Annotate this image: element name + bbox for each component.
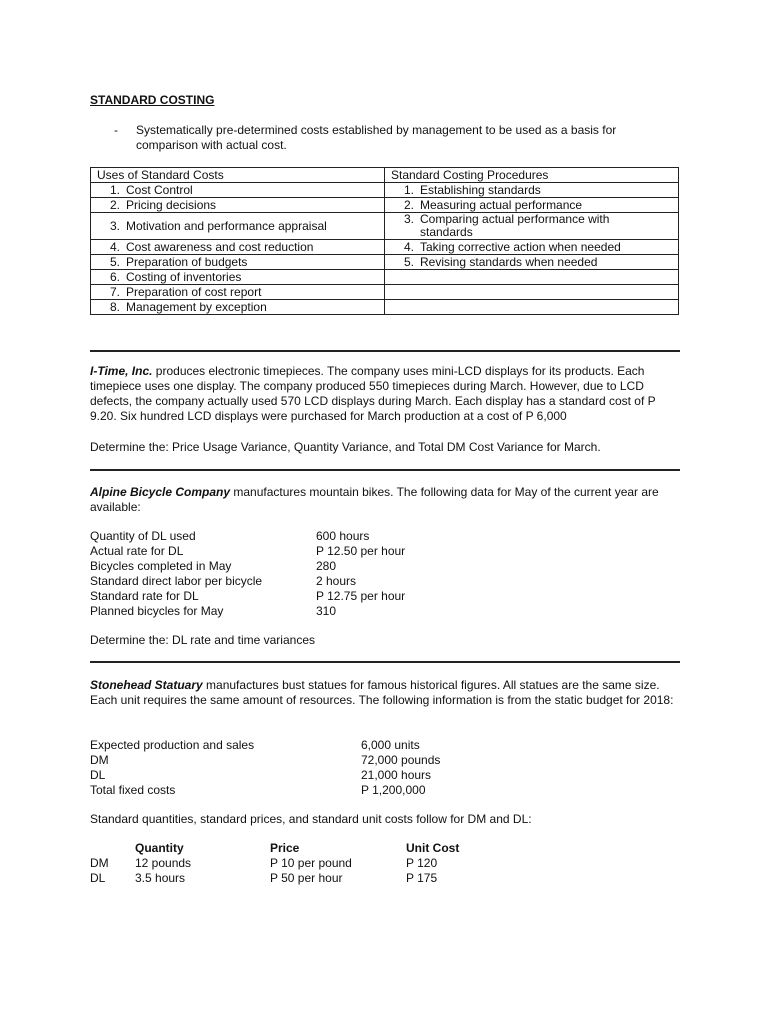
item-value: 21,000 hours <box>361 768 432 782</box>
item-label: Quantity of DL used <box>90 529 196 543</box>
standard-cost-header-row <box>90 841 506 856</box>
item-value: 72,000 pounds <box>361 753 441 767</box>
page-title: STANDARD COSTING <box>90 93 215 107</box>
procedure-item <box>385 183 679 198</box>
section-divider <box>90 661 680 663</box>
problem1-text <box>90 364 680 424</box>
item-number: 7. <box>109 284 120 299</box>
column-header-quantity: Quantity <box>135 841 184 855</box>
standard-costs-table <box>90 167 679 315</box>
column-header-price: Price <box>270 841 300 855</box>
table-row <box>91 240 679 255</box>
item-text: Preparation of cost report <box>126 284 262 299</box>
item-number: 5. <box>403 254 414 269</box>
uses-item <box>91 255 385 270</box>
uses-item <box>91 183 385 198</box>
uses-item <box>91 285 385 300</box>
item-text: Preparation of budgets <box>126 254 248 269</box>
unit-cost-cell: P 175 <box>406 871 438 885</box>
item-text: Cost Control <box>126 182 193 197</box>
item-text: Costing of inventories <box>126 269 242 284</box>
list-item <box>90 574 405 589</box>
uses-header: Uses of Standard Costs <box>91 168 385 183</box>
item-number: 2. <box>109 197 120 212</box>
problem2-body: manufactures mountain bikes. The following data for May of the current year are available: <box>90 485 659 514</box>
table-row <box>90 871 506 886</box>
table-header-row <box>91 168 679 183</box>
table-row <box>91 255 679 270</box>
list-item <box>90 589 405 604</box>
table-row <box>91 183 679 198</box>
item-value: 600 hours <box>316 529 370 543</box>
bullet-dash: - <box>114 123 118 137</box>
item-text: Measuring actual performance <box>420 197 583 212</box>
column-header <box>90 841 135 856</box>
procedure-item <box>385 255 679 270</box>
item-number: 4. <box>403 239 414 254</box>
table-row <box>91 198 679 213</box>
item-text: Motivation and performance appraisal <box>126 218 327 233</box>
list-item <box>90 559 405 574</box>
item-label: Planned bicycles for May <box>90 604 224 618</box>
item-value: 2 hours <box>316 574 357 588</box>
item-number: 1. <box>403 182 414 197</box>
table-row <box>91 300 679 315</box>
definition-text: Systematically pre-determined costs established by management to be used as a basis for comparison with actual cost. <box>136 123 617 152</box>
item-label: Actual rate for DL <box>90 544 184 558</box>
table-row <box>91 213 679 240</box>
item-number: 2. <box>403 197 414 212</box>
item-text: Cost awareness and cost reduction <box>126 239 314 254</box>
list-item <box>90 738 440 753</box>
item-number: 3. <box>403 212 414 226</box>
problem1-body: produces electronic timepieces. The company uses mini-LCD displays for its products. Each timepiece uses one display. The company produced 550 timepieces during March. However, due to LCD defects, the company actually used 570 LCD displays during March. Each display has a standard cost of P 9.20. Six hundred LCD displays were purchased for March production at a cost of P 6,000 <box>90 364 656 423</box>
standard-cost-table <box>90 841 506 886</box>
item-value: P 1,200,000 <box>361 783 426 797</box>
list-item <box>90 544 405 559</box>
quantity-cell: 3.5 hours <box>135 871 186 885</box>
item-number: 3. <box>109 218 120 233</box>
list-item <box>90 768 440 783</box>
uses-item <box>91 240 385 255</box>
problem2-question: Determine the: DL rate and time variances <box>90 633 315 647</box>
list-item <box>90 604 405 619</box>
item-label: Bicycles completed in May <box>90 559 232 573</box>
item-number: 4. <box>109 239 120 254</box>
procedure-item-empty <box>385 300 679 315</box>
item-label: DL <box>90 768 106 782</box>
problem1-question: Determine the: Price Usage Variance, Quantity Variance, and Total DM Cost Variance for March. <box>90 440 601 454</box>
procedure-item <box>385 213 679 240</box>
quantity-cell: 12 pounds <box>135 856 192 870</box>
table-row <box>90 856 506 871</box>
row-label: DL <box>90 871 106 885</box>
item-text-wrap <box>420 213 609 239</box>
list-item <box>90 529 405 544</box>
item-label: Total fixed costs <box>90 783 176 797</box>
item-value: P 12.50 per hour <box>316 544 406 558</box>
item-value: P 12.75 per hour <box>316 589 406 603</box>
problem3-budget-list <box>90 738 440 798</box>
company-name: I-Time, Inc. <box>90 364 153 378</box>
item-number: 6. <box>109 269 120 284</box>
procedure-item-empty <box>385 270 679 285</box>
problem3-text <box>90 678 680 708</box>
item-number: 5. <box>109 254 120 269</box>
procedure-item <box>385 198 679 213</box>
row-label: DM <box>90 856 109 870</box>
company-name: Stonehead Statuary <box>90 678 203 692</box>
list-item <box>90 783 440 798</box>
item-label: Standard direct labor per bicycle <box>90 574 263 588</box>
problem3-body: manufactures bust statues for famous historical figures. All statues are the same size. Each unit requires the same amount of resources. The following information is from the static budget for 2018: <box>90 678 674 707</box>
column-header-unit-cost: Unit Cost <box>406 841 460 855</box>
unit-cost-cell: P 120 <box>406 856 438 870</box>
item-label: Standard rate for DL <box>90 589 199 603</box>
item-text: Management by exception <box>126 299 267 314</box>
item-text: Revising standards when needed <box>420 254 598 269</box>
procedures-header: Standard Costing Procedures <box>385 168 679 183</box>
item-value: 310 <box>316 604 337 618</box>
uses-item <box>91 213 385 240</box>
procedure-item-empty <box>385 285 679 300</box>
procedure-item <box>385 240 679 255</box>
problem2-text <box>90 485 680 515</box>
item-value: 280 <box>316 559 337 573</box>
table-row <box>91 285 679 300</box>
table-row <box>91 270 679 285</box>
section-divider <box>90 350 680 352</box>
uses-item <box>91 300 385 315</box>
item-text: Taking corrective action when needed <box>420 239 621 254</box>
price-cell: P 10 per pound <box>270 856 352 870</box>
item-value: 6,000 units <box>361 738 420 752</box>
price-cell: P 50 per hour <box>270 871 343 885</box>
item-label: Expected production and sales <box>90 738 255 752</box>
item-label: DM <box>90 753 109 767</box>
item-number: 8. <box>109 299 120 314</box>
company-name: Alpine Bicycle Company <box>90 485 231 499</box>
section-divider <box>90 469 680 471</box>
item-text: Pricing decisions <box>126 197 217 212</box>
item-number: 1. <box>109 182 120 197</box>
uses-item <box>91 198 385 213</box>
list-item <box>90 753 440 768</box>
item-text: Comparing actual performance with <box>420 212 610 226</box>
problem3-intro: Standard quantities, standard prices, and standard unit costs follow for DM and DL: <box>90 812 532 826</box>
item-text-continued: standards <box>420 225 473 239</box>
problem2-data-list <box>90 529 405 619</box>
item-text: Establishing standards <box>420 182 541 197</box>
uses-item <box>91 270 385 285</box>
